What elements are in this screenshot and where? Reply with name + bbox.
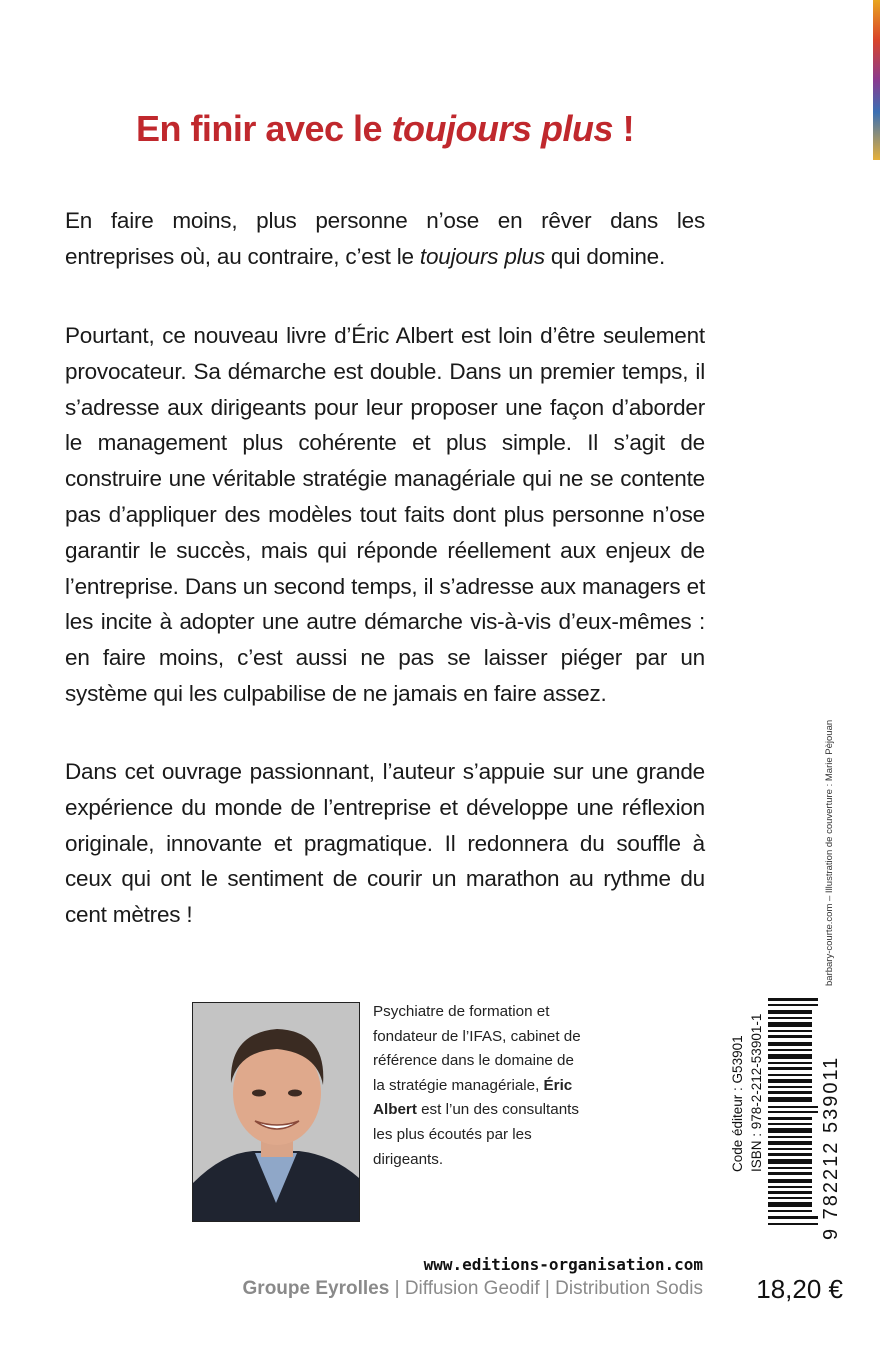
paragraph-intro: En faire moins, plus personne n’ose en rêver dans les entreprises où, au contraire, c’est le toujours plus qui domine. bbox=[65, 208, 705, 269]
distribution-line: Groupe Eyrolles | Diffusion Geodif | Distribution Sodis bbox=[242, 1278, 703, 1299]
author-bio: Psychiatre de formation et fondateur de l’IFAS, cabinet de référence dans le domaine de la stratégie managériale, Éric Albert est l’un des consultants les plus écoutés par les dirigeants. bbox=[373, 1003, 581, 1168]
publisher-website[interactable]: www.editions-organisation.com bbox=[423, 1255, 703, 1274]
publisher-code: Code éditeur : G53901 bbox=[730, 1035, 745, 1172]
paragraph-conclusion: Dans cet ouvrage passionnant, l’auteur s’appuie sur une grande expérience du monde de l’entreprise et développe une réflexion originale, innovante et pragmatique. Il redonnera du souffle à ceux qui ont le sentiment de courir un marathon au rythme du cent mètres ! bbox=[65, 759, 705, 928]
author-photo bbox=[192, 1002, 360, 1222]
back-cover-title: En finir avec le toujours plus ! bbox=[135, 108, 635, 149]
cover-credits: barbary-courte.com – Illustration de couverture : Marie Pèjouan bbox=[824, 719, 835, 986]
book-price: 18,20 € bbox=[756, 1274, 843, 1304]
paragraph-main: Pourtant, ce nouveau livre d’Éric Albert est loin d’être seulement provocateur. Sa démarche est double. Dans un premier temps, il s’adresse aux dirigeants pour leur proposer une façon d’aborder le management plus cohérente et plus simple. Il s’agit de construire une véritable stratégie managériale qui ne se contente pas d’appliquer des modèles tout faits dont plus personne n’ose garantir le succès, mais qui réponde réellement aux enjeux de l’entreprise. Dans un second temps, il s’adresse aux managers et les incite à adopter une autre démarche vis-à-vis d’eux-mêmes : en faire moins, c’est aussi ne pas se laisser piéger par un système qui les culpabilise de ne jamais en faire assez. bbox=[65, 323, 705, 706]
barcode bbox=[768, 998, 818, 1230]
barcode-digits: 9 782212 539011 bbox=[820, 1055, 842, 1240]
spine-color-strip bbox=[873, 0, 880, 160]
isbn-number: ISBN : 978-2-212-53901-1 bbox=[749, 1013, 764, 1172]
